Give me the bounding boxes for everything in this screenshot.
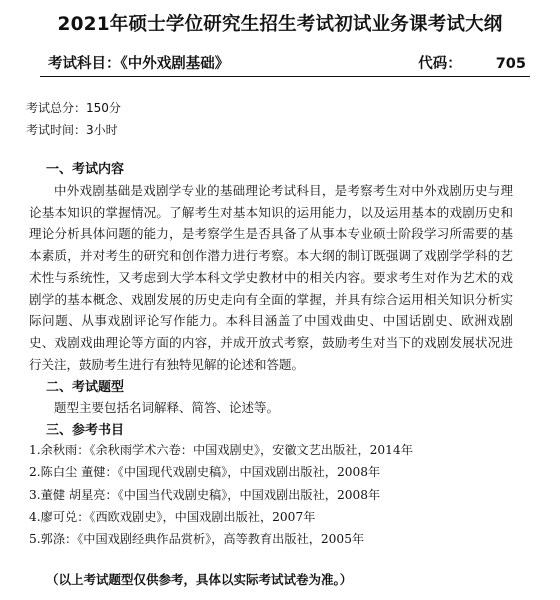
list-item: 4.廖可兑：《西欧戏剧史》，中国戏剧出版社，2007年 [29, 509, 316, 524]
code-label: 代码： [418, 56, 462, 72]
types-paragraph: 题型主要包括名词解释、简答、论述等。 [54, 400, 280, 415]
list-item: 3.董健 胡星亮：《中国当代戏剧史稿》，中国戏剧出版社，2008年 [29, 487, 381, 502]
subject-info [48, 52, 229, 73]
subject-divider [40, 76, 530, 77]
section-heading-types: 二、考试题型 [46, 380, 125, 395]
total-score: 考试总分：150分 [26, 101, 121, 115]
reference-list [29, 439, 413, 550]
subject-label: 考试科目： [48, 56, 121, 72]
list-item: 5.郭涤：《中国戏剧经典作品赏析》，高等教育出版社，2005年 [29, 532, 365, 547]
subject-row [40, 52, 530, 76]
footer-note: （以上考试题型仅供参考，具体以实际考试试卷为准。） [46, 572, 353, 587]
exam-duration: 考试时间：3小时 [26, 123, 118, 137]
subject-code-info [418, 52, 526, 73]
section-heading-content: 一、考试内容 [46, 162, 125, 177]
content-paragraph: 中外戏剧基础是戏剧学专业的基础理论考试科目，是考察考生对中外戏剧历史与理论基本知识的掌握情况。了解考生对基本知识的运用能力，以及运用基本的戏剧历史和理论分析具体问题的能力，是考察学生是否具备了从事本专业硕士阶段学习所需要的基本素质，并对考生的研究和创作潜力进行考察。本大纲的制订既强调了戏剧学学科的艺术性与系统性，又考虑到大学本科文学史教材中的相关内容。要求考生对作为艺术的戏剧学的基本概念、戏剧发展的历史走向有全面的掌握，并具有综合运用相关知识分析实际问题、从事戏剧评论写作能力。本科目涵盖了中国戏曲史、中国话剧史、欧洲戏剧史、戏剧戏曲理论等方面的内容，并成开放式考察，鼓励考生对当下的戏剧发展状况进行关注，鼓励考生进行有独特见解的论述和答题。 [29, 183, 513, 372]
section-heading-references: 三、参考书目 [46, 423, 125, 438]
code-value: 705 [495, 56, 526, 72]
page-title: 2021年硕士学位研究生招生考试初试业务课考试大纲 [57, 14, 503, 35]
list-item: 2.陈白尘 董健：《中国现代戏剧史稿》，中国戏剧出版社，2008年 [29, 465, 381, 480]
subject-name: 《中外戏剧基础》 [120, 56, 230, 72]
list-item: 1.余秋雨：《余秋雨学术六卷：中国戏剧史》，安徽文艺出版社，2014年 [29, 443, 413, 457]
